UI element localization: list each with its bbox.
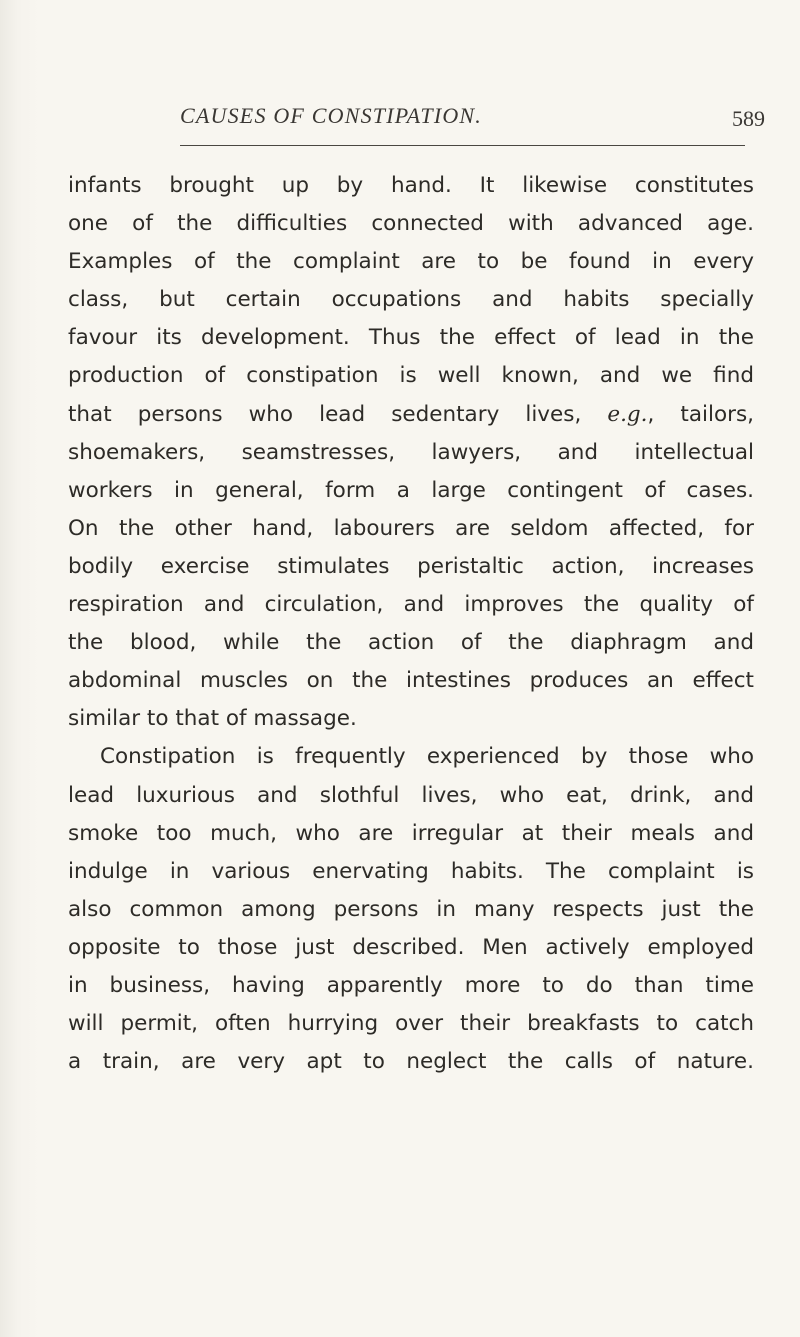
text-line: lead luxurious and slothful lives, who eat, drink, and (68, 782, 754, 808)
text-line: favour its development. Thus the effect of lead in the (68, 325, 754, 351)
text-line: similar to that of massage. (68, 706, 357, 732)
text-line: production of constipation is well known, and we find (68, 363, 754, 389)
text-line: Examples of the complaint are to be found in every (68, 249, 754, 275)
header-rule (180, 145, 745, 146)
text-line: On the other hand, labourers are seldom affected, for (68, 515, 754, 541)
text-line: shoemakers, seamstresses, lawyers, and intellectual (68, 439, 754, 465)
text-line: a train, are very apt to neglect the calls of nature. (68, 1049, 754, 1075)
text-line: in business, having apparently more to do than time (68, 972, 754, 998)
text-line: also common among persons in many respects just the (68, 896, 754, 922)
text-line: infants brought up by hand. It likewise constitutes (68, 173, 754, 198)
text-line: that persons who lead sedentary lives, e.g., tailors, (68, 401, 754, 427)
text-line: Constipation is frequently experienced by those who (100, 744, 754, 770)
text-line: indulge in various enervating habits. The complaint is (68, 858, 754, 884)
text-line: class, but certain occupations and habits specially (68, 287, 754, 313)
italic-abbreviation: e.g. (607, 401, 648, 427)
text-line: opposite to those just described. Men actively employed (68, 934, 754, 960)
text-line: one of the difficulties connected with advanced age. (68, 211, 754, 237)
text-line: abdominal muscles on the intestines produces an effect (68, 668, 754, 694)
text-line: will permit, often hurrying over their breakfasts to catch (68, 1011, 754, 1037)
page-number: 589 (732, 106, 765, 131)
text-line: workers in general, form a large contingent of cases. (68, 477, 754, 503)
text-line: respiration and circulation, and improves the quality of (68, 592, 754, 618)
text-line: the blood, while the action of the diaphragm and (68, 630, 754, 656)
running-head: CAUSES OF CONSTIPATION. (180, 103, 483, 128)
text-line: bodily exercise stimulates peristaltic action, increases (68, 553, 754, 579)
text-line: smoke too much, who are irregular at their meals and (68, 820, 754, 846)
body-text (68, 167, 754, 1081)
